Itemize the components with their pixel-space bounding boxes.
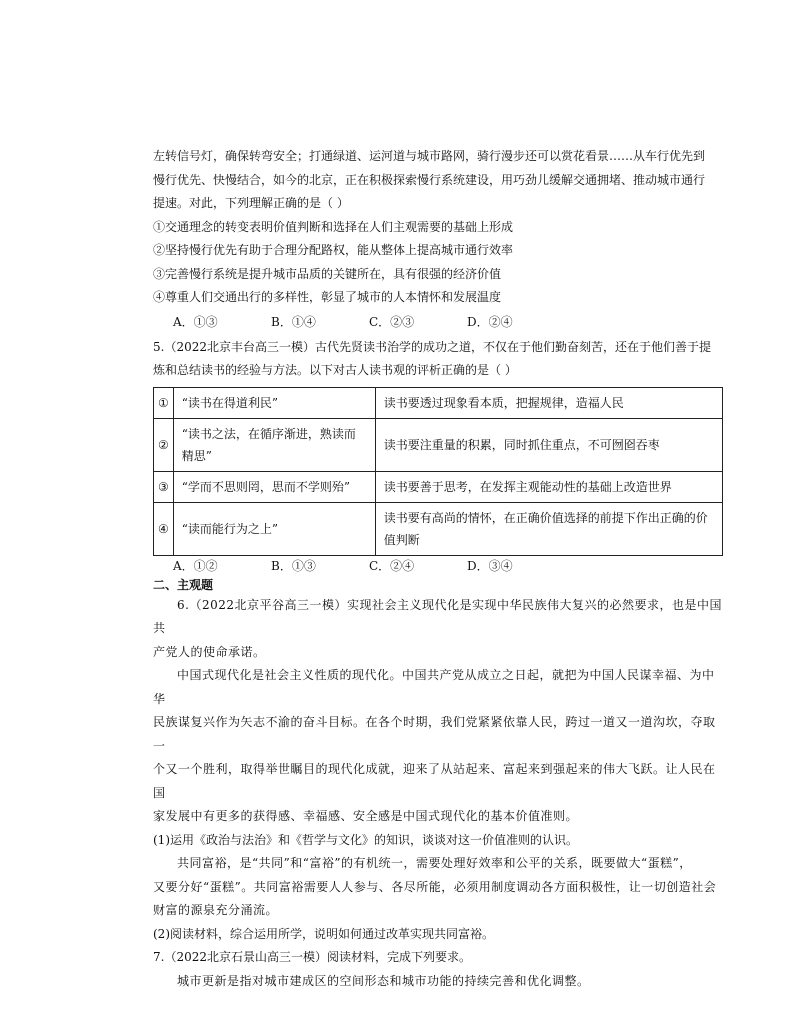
q6-material-line: 共同富裕，是“共同”和“富裕”的有机统一，需要处理好效率和公平的关系，既要做大“蛋糕”， bbox=[177, 856, 692, 870]
q7-stem: 7.（2022北京石景山高三一模）阅读材料，完成下列要求。 bbox=[153, 950, 471, 964]
q6-stem-line: 产党人的使命承诺。 bbox=[153, 644, 266, 659]
q4-statement: ④尊重人们交通出行的多样性，彰显了城市的人本情怀和发展温度 bbox=[153, 290, 502, 304]
row-quote: “学而不思则罔，思而不学则殆” bbox=[173, 471, 375, 502]
row-quote: “读书在得道利民” bbox=[173, 387, 375, 418]
q4-stem-line: 左转信号灯，确保转弯安全；打通绿道、运河道与城市路网，骑行漫步还可以赏花看景……从车行优先到 bbox=[153, 149, 706, 163]
q5-table bbox=[153, 387, 723, 556]
q6-material-line: 财富的源泉充分涌流。 bbox=[153, 903, 279, 917]
q6-material-line: 又要分好“蛋糕”。共同富裕需要人人参与、各尽所能，必须用制度调动各方面积极性，让一切创造社会 bbox=[153, 879, 717, 894]
q6-material-line: 中国式现代化是社会主义性质的现代化。中国共产党从成立之日起，就把为中国人民谋幸福、为中华 bbox=[153, 668, 715, 706]
q6-stem-line: 6.（2022北京平谷高三一模）实现社会主义现代化是实现中华民族伟大复兴的必然要求，也是中国共 bbox=[153, 597, 722, 635]
q4-statement: ①交通理念的转变表明价值判断和选择在人们主观需要的基础上形成 bbox=[153, 219, 514, 234]
q5-option-c: C．②④ bbox=[369, 558, 415, 573]
q7-material-line: 城市更新是指对城市建成区的空间形态和城市功能的持续完善和优化调整。 bbox=[177, 973, 590, 988]
question-4 bbox=[153, 145, 723, 334]
q6-material-line: 个又一个胜利，取得举世瞩目的现代化成就，迎来了从站起来、富起来到强起来的伟大飞跃。让人民在国 bbox=[153, 762, 716, 800]
row-comment: 读书要善于思考，在发挥主观能动性的基础上改造世界 bbox=[375, 471, 722, 502]
q6-material-line: 家发展中有更多的获得感、幸福感、安全感是中国式现代化的基本价值准则。 bbox=[153, 809, 579, 823]
row-number: ③ bbox=[154, 471, 174, 502]
q5-option-b: B．①③ bbox=[271, 558, 316, 573]
row-quote: “读而能行为之上” bbox=[173, 502, 375, 555]
row-number: ① bbox=[154, 387, 174, 418]
q4-stem-line: 提速。对此，下列理解正确的是（ ） bbox=[153, 196, 349, 210]
q4-option-a: A．①③ bbox=[173, 314, 218, 329]
q5-options bbox=[153, 556, 723, 576]
row-comment: 读书要注重量的积累，同时抓住重点，不可囫囵吞枣 bbox=[375, 418, 722, 471]
table-row bbox=[154, 387, 723, 418]
q4-option-c: C．②③ bbox=[369, 314, 415, 329]
question-7 bbox=[153, 946, 723, 993]
question-5 bbox=[153, 336, 723, 576]
q4-statement: ③完善慢行系统是提升城市品质的关键所在，具有很强的经济价值 bbox=[153, 266, 502, 281]
q4-statement: ②坚持慢行优先有助于合理分配路权，能从整体上提高城市通行效率 bbox=[153, 243, 514, 257]
row-comment: 读书要有高尚的情怀，在正确价值选择的前提下作出正确的价值判断 bbox=[375, 502, 722, 555]
row-number: ④ bbox=[154, 502, 174, 555]
table-row bbox=[154, 471, 723, 502]
page-content bbox=[153, 145, 723, 993]
q4-option-b: B．①④ bbox=[271, 314, 316, 329]
q5-stem-line: 炼和总结读书的经验与方法。以下对古人读书观的评析正确的是（ ） bbox=[153, 363, 517, 377]
row-quote: “读书之法，在循序渐进，熟读而精思” bbox=[173, 418, 375, 471]
q6-subquestion-2: (2)阅读材料，综合运用所学，说明如何通过改革实现共同富裕。 bbox=[153, 926, 495, 941]
table-row bbox=[154, 418, 723, 471]
table-row bbox=[154, 502, 723, 555]
row-number: ② bbox=[154, 418, 174, 471]
q4-stem-line: 慢行优先、快慢结合，如今的北京，正在积极探索慢行系统建设，用巧劲儿缓解交通拥堵、推动城市通行 bbox=[153, 172, 706, 187]
q6-subquestion-1: (1)运用《政治与法治》和《哲学与文化》的知识，谈谈对这一价值准则的认识。 bbox=[153, 832, 579, 847]
q5-option-d: D．③④ bbox=[467, 558, 513, 573]
section-heading: 二、主观题 bbox=[153, 577, 214, 592]
q6-material-line: 民族谋复兴作为矢志不渝的奋斗目标。在各个时期，我们党紧紧依靠人民，跨过一道又一道沟坎，夺取一 bbox=[153, 715, 716, 753]
row-comment: 读书要透过现象看本质，把握规律，造福人民 bbox=[375, 387, 722, 418]
question-6 bbox=[153, 594, 723, 947]
q4-options bbox=[153, 310, 723, 334]
q4-option-d: D．②④ bbox=[467, 314, 513, 329]
q5-stem-line: 5.（2022北京丰台高三一模）古代先贤读书治学的成功之道，不仅在于他们勤奋刻苦，还在于他们善于提 bbox=[153, 339, 711, 354]
q5-option-a: A．①② bbox=[173, 558, 218, 573]
